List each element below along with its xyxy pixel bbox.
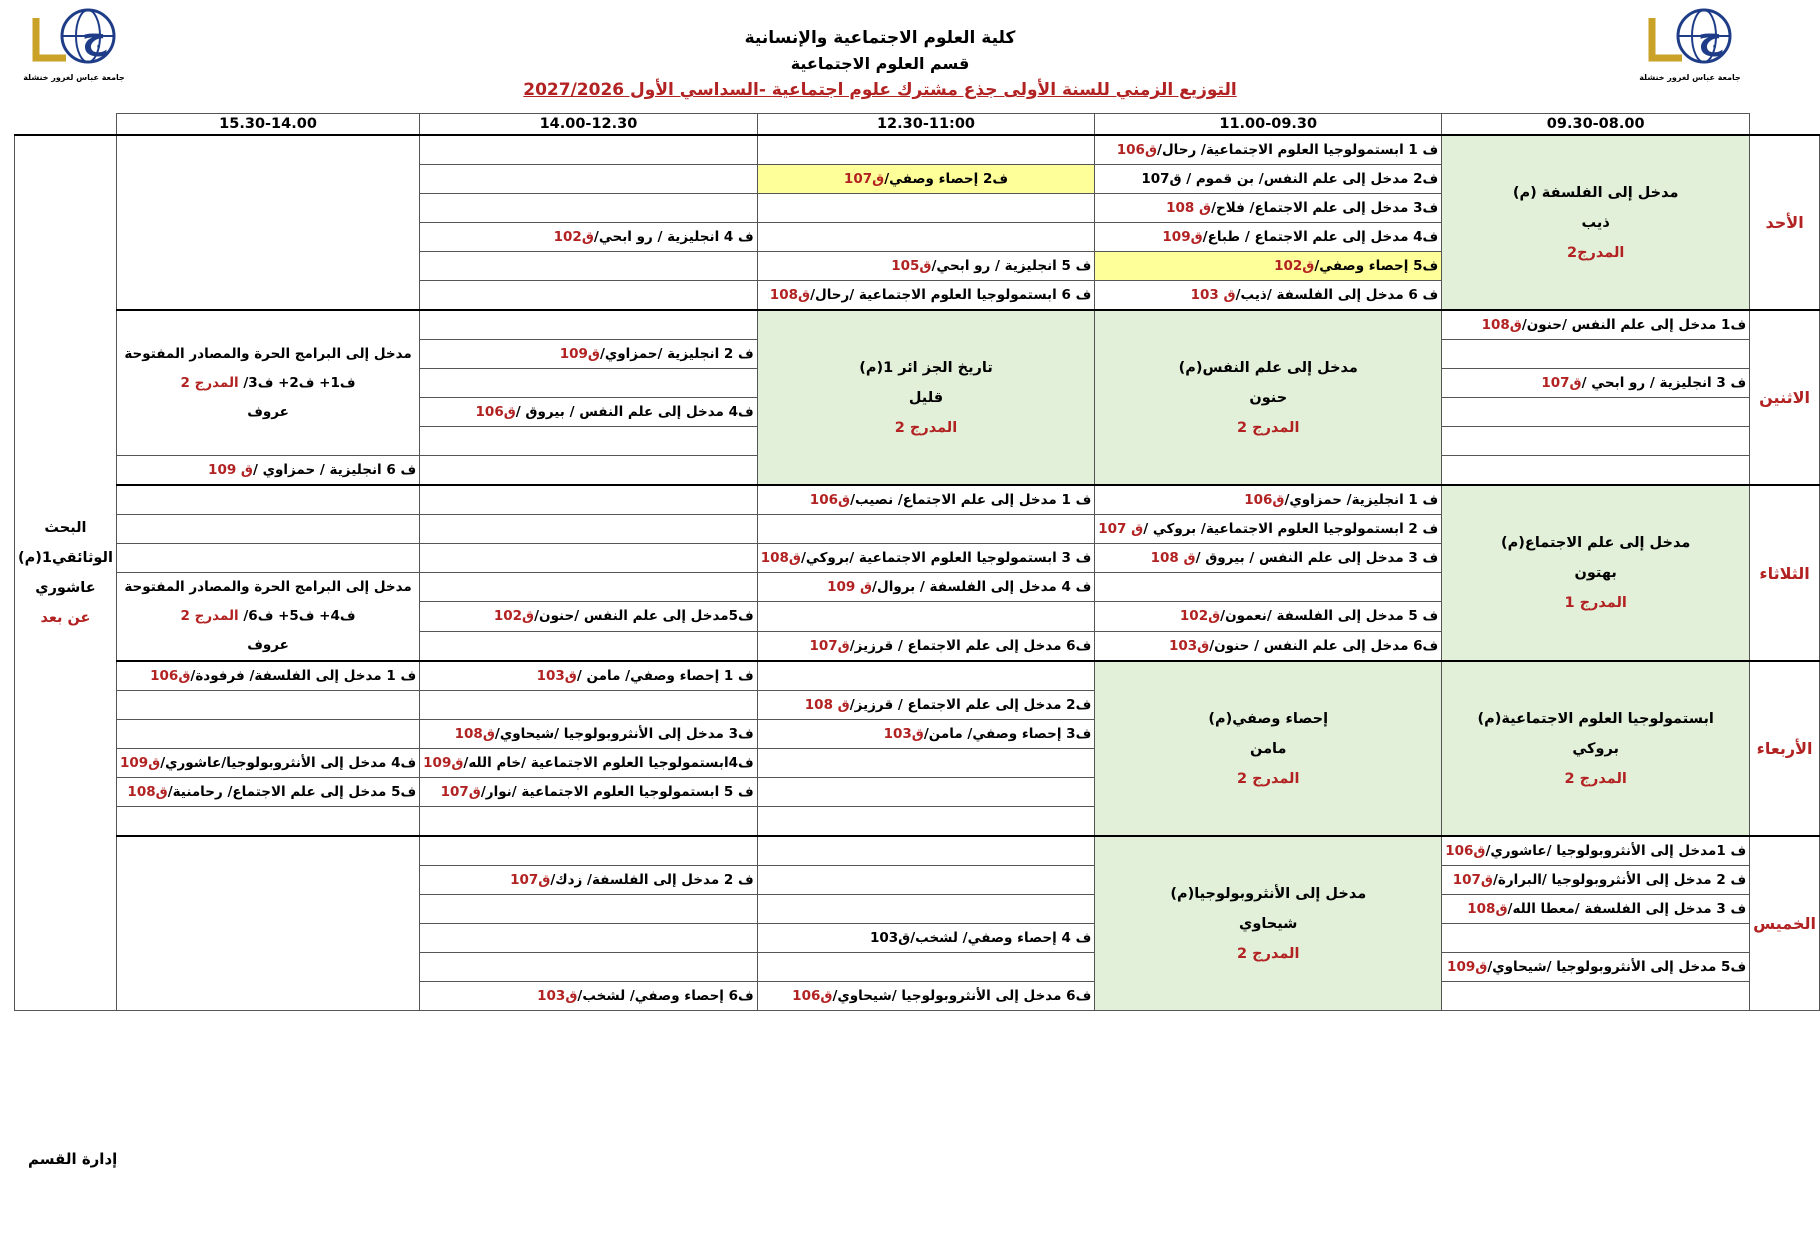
session-cell: ف 1 مدخل إلى الفلسفة/ فرفودة/ق106	[116, 661, 419, 691]
lecture-block: ابستمولوجيا العلوم الاجتماعية(م) بروكي المدرج 2	[1442, 661, 1750, 836]
empty-cell	[116, 807, 419, 837]
session-cell: ف 1مدخل إلى الأنثروبولوجيا /عاشوري/ق106	[1442, 836, 1750, 866]
session-cell: ف3 إحصاء وصفي/ مامن/ق103	[757, 720, 1095, 749]
session-cell: ف 2 مدخل إلى الفلسفة/ زدك/ق107	[420, 866, 758, 895]
department-title: قسم العلوم الاجتماعية	[790, 54, 970, 73]
empty-cell	[116, 485, 419, 515]
session-cell: ف 6 مدخل إلى الفلسفة /ذيب/ق 103	[1095, 281, 1442, 311]
teacher-name: عاشوري	[35, 580, 96, 596]
empty-cell	[420, 953, 758, 982]
session-cell: ف 5 ابستمولوجيا العلوم الاجتماعية /نوار/ق107	[420, 778, 758, 807]
empty-cell	[420, 895, 758, 924]
lecture-block: مدخل إلى الأنثروبولوجيا(م) شيحاوي المدرج 2	[1095, 836, 1442, 1011]
empty-cell	[757, 223, 1095, 252]
time-slot: 09.30-08.00	[1442, 114, 1750, 136]
lecture-block: تاريخ الجز ائر 1(م) قليل المدرج 2	[757, 310, 1095, 485]
corner-cell	[1750, 114, 1820, 136]
session-cell: ف 1 مدخل إلى علم الاجتماع/ نصيب/ق106	[757, 485, 1095, 515]
empty-cell	[757, 515, 1095, 544]
session-cell: ف 6 انجليزية / حمزاوي /ق 109	[116, 456, 419, 486]
empty-cell	[420, 836, 758, 866]
session-cell: ف2 مدخل إلى علم النفس/ بن قموم / ق107	[1095, 165, 1442, 194]
session-cell: ف 4 انجليزية / رو ابحي/ق102	[420, 223, 758, 252]
schedule-title	[500, 80, 1260, 100]
day-tuesday: الثلاثاء	[1750, 485, 1820, 661]
session-cell: ف2 إحصاء وصفي/ق107	[757, 165, 1095, 194]
session-cell: ف4 مدخل إلى الأنثروبولوجيا/عاشوري/ق109	[116, 749, 419, 778]
lecture-block: مدخل إلى علم النفس(م) حنون المدرج 2	[1095, 310, 1442, 485]
session-cell: ف6 إحصاء وصفي/ لشخب/ق103	[420, 982, 758, 1011]
empty-cell	[1442, 456, 1750, 486]
course-name: البحث الوثائقي1(م)	[18, 520, 113, 566]
venue: المدرج2	[1566, 244, 1625, 261]
empty-cell	[420, 252, 758, 281]
session-cell: ف1 مدخل إلى علم النفس /حنون/ق108	[1442, 310, 1750, 340]
empty-cell	[1442, 924, 1750, 953]
session-cell: ف5 إحصاء وصفي/ق102	[1095, 252, 1442, 281]
empty-cell	[420, 310, 758, 340]
session-cell: ف 5 انجليزية / رو ابحي/ق105	[757, 252, 1095, 281]
session-cell: ف4 مدخل إلى علم النفس / بيروق /ق106	[420, 398, 758, 427]
empty-cell	[420, 515, 758, 544]
svg-text:ج: ج	[1698, 17, 1723, 57]
empty-cell	[1442, 340, 1750, 369]
empty-cell	[420, 194, 758, 223]
university-logo-right	[1630, 8, 1750, 82]
empty-cell	[1095, 573, 1442, 602]
lecture-block	[1442, 135, 1750, 310]
day-wednesday: الأربعاء	[1750, 661, 1820, 836]
session-cell: ف 4 مدخل إلى الفلسفة / بروال/ق 109	[757, 573, 1095, 602]
empty-cell	[757, 602, 1095, 631]
day-thursday: الخميس	[1750, 836, 1820, 1011]
empty-cell	[757, 953, 1095, 982]
table-row	[15, 135, 1820, 165]
empty-cell	[420, 369, 758, 398]
session-cell: ف 5 مدخل إلى الفلسفة /نعمون/ق102	[1095, 602, 1442, 631]
empty-cell	[1442, 982, 1750, 1011]
session-cell: ف3 مدخل إلى علم الاجتماع/ فلاح/ق 108	[1095, 194, 1442, 223]
empty-cell	[420, 485, 758, 515]
session-cell: ف 1 ابستمولوجيا العلوم الاجتماعية/ رحال/ق106	[1095, 135, 1442, 165]
session-cell: ف 3 مدخل إلى الفلسفة /معطا الله/ق108	[1442, 895, 1750, 924]
empty-cell	[420, 573, 758, 602]
empty-cell	[420, 281, 758, 311]
session-cell: ف 2 مدخل إلى الأنثروبولوجيا /البرارة/ق107	[1442, 866, 1750, 895]
schedule-title-main: التوزيع الزمني للسنة الأولى جذع مشترك علوم اجتماعية	[771, 80, 1237, 100]
empty-cell	[757, 749, 1095, 778]
empty-cell	[1442, 398, 1750, 427]
university-globe-logo-icon	[1630, 8, 1750, 68]
time-slot: 11.00-09.30	[1095, 114, 1442, 136]
day-monday: الاثنين	[1750, 310, 1820, 485]
empty-cell	[757, 866, 1095, 895]
empty-cell	[757, 661, 1095, 691]
university-logo-text: جامعة عباس لغرور خنشلة	[1639, 73, 1741, 82]
lecture-block: مدخل إلى علم الاجتماع(م) بهتون المدرج 1	[1442, 485, 1750, 661]
empty-cell	[757, 895, 1095, 924]
empty-cell	[420, 631, 758, 661]
empty-cell	[420, 135, 758, 165]
course-name: مدخل إلى الفلسفة (م)	[1512, 184, 1679, 201]
empty-cell	[420, 165, 758, 194]
empty-cell	[420, 807, 758, 837]
session-cell: ف 2 ابستمولوجيا العلوم الاجتماعية/ بروكي /ق 107	[1095, 515, 1442, 544]
empty-cell	[420, 691, 758, 720]
empty-cell	[757, 778, 1095, 807]
department-administration: إدارة القسم	[28, 1150, 118, 1168]
session-cell: ف 3 ابستمولوجيا العلوم الاجتماعية /بروكي/ق108	[757, 544, 1095, 573]
session-cell: ف 1 إحصاء وصفي/ مامن /ق103	[420, 661, 758, 691]
empty-cell	[420, 456, 758, 486]
empty-cell	[420, 544, 758, 573]
empty-cell	[116, 515, 419, 544]
empty-cell	[116, 836, 419, 1011]
teacher-name: ذيب	[1581, 214, 1610, 231]
session-cell: ف4 مدخل إلى علم الاجتماع / طباع/ق109	[1095, 223, 1442, 252]
session-cell: ف6 مدخل إلى الأنثروبولوجيا /شيحاوي/ق106	[757, 982, 1095, 1011]
venue: عن بعد	[40, 610, 91, 626]
session-cell: ف2 مدخل إلى علم الاجتماع / قرزيز/ق 108	[757, 691, 1095, 720]
session-cell: ف 3 مدخل إلى علم النفس / بيروق /ق 108	[1095, 544, 1442, 573]
session-cell: ف 3 انجليزية / رو ابحي /ق107	[1442, 369, 1750, 398]
session-cell: ف5مدخل إلى علم النفس /حنون/ق102	[420, 602, 758, 631]
empty-cell	[757, 807, 1095, 837]
table-row	[15, 836, 1820, 866]
session-cell: ف4ابستمولوجيا العلوم الاجتماعية /خام الله/ق109	[420, 749, 758, 778]
university-logo-left	[14, 8, 134, 82]
time-slot: 12.30-11:00	[757, 114, 1095, 136]
session-cell: ف6 مدخل إلى علم الاجتماع / قرزيز/ق107	[757, 631, 1095, 661]
empty-cell	[116, 135, 419, 310]
empty-cell	[757, 836, 1095, 866]
schedule-semester: -السداسي الأول 2027/2026	[523, 80, 772, 100]
time-header-row	[15, 114, 1820, 136]
corner-cell	[15, 114, 117, 136]
university-logo-text: جامعة عباس لغرور خنشلة	[23, 73, 125, 82]
timetable	[14, 113, 1820, 1011]
empty-cell	[757, 135, 1095, 165]
session-cell: ف 2 انجليزية /حمزاوي/ق109	[420, 340, 758, 369]
empty-cell	[420, 924, 758, 953]
time-slot: 14.00-12.30	[420, 114, 758, 136]
session-cell: ف 4 إحصاء وصفي/ لشخب/ق103	[757, 924, 1095, 953]
monday-open-source-cell: مدخل إلى البرامج الحرة والمصادر المفتوحة ف1+ ف2+ ف3/ المدرج 2 عروف	[116, 310, 419, 456]
session-cell: ف6 مدخل إلى علم النفس / حنون/ق103	[1095, 631, 1442, 661]
faculty-title: كلية العلوم الاجتماعية والإنسانية	[744, 28, 1016, 48]
day-sunday: الأحد	[1750, 135, 1820, 310]
university-globe-logo-icon	[14, 8, 134, 68]
table-row	[15, 310, 1820, 340]
empty-cell	[1442, 427, 1750, 456]
table-row	[15, 485, 1820, 515]
bahth-cell	[15, 135, 117, 1011]
lecture-block: إحصاء وصفي(م) مامن المدرج 2	[1095, 661, 1442, 836]
tuesday-open-source-cell: مدخل إلى البرامج الحرة والمصادر المفتوحة ف4+ ف5+ ف6/ المدرج 2 عروف	[116, 573, 419, 662]
session-cell: ف5 مدخل إلى الأنثروبولوجيا /شيحاوي/ق109	[1442, 953, 1750, 982]
empty-cell	[116, 720, 419, 749]
session-cell: ف 1 انجليزية/ حمزاوي/ق106	[1095, 485, 1442, 515]
svg-text:ج: ج	[82, 17, 107, 57]
time-slot: 15.30-14.00	[116, 114, 419, 136]
session-cell: ف 6 ابستمولوجيا العلوم الاجتماعية /رحال/ق108	[757, 281, 1095, 311]
empty-cell	[420, 427, 758, 456]
session-cell: ف5 مدخل إلى علم الاجتماع/ رحامنية/ق108	[116, 778, 419, 807]
empty-cell	[757, 194, 1095, 223]
empty-cell	[116, 544, 419, 573]
table-row	[15, 661, 1820, 691]
session-cell: ف3 مدخل إلى الأنثروبولوجيا /شيحاوي/ق108	[420, 720, 758, 749]
empty-cell	[116, 691, 419, 720]
